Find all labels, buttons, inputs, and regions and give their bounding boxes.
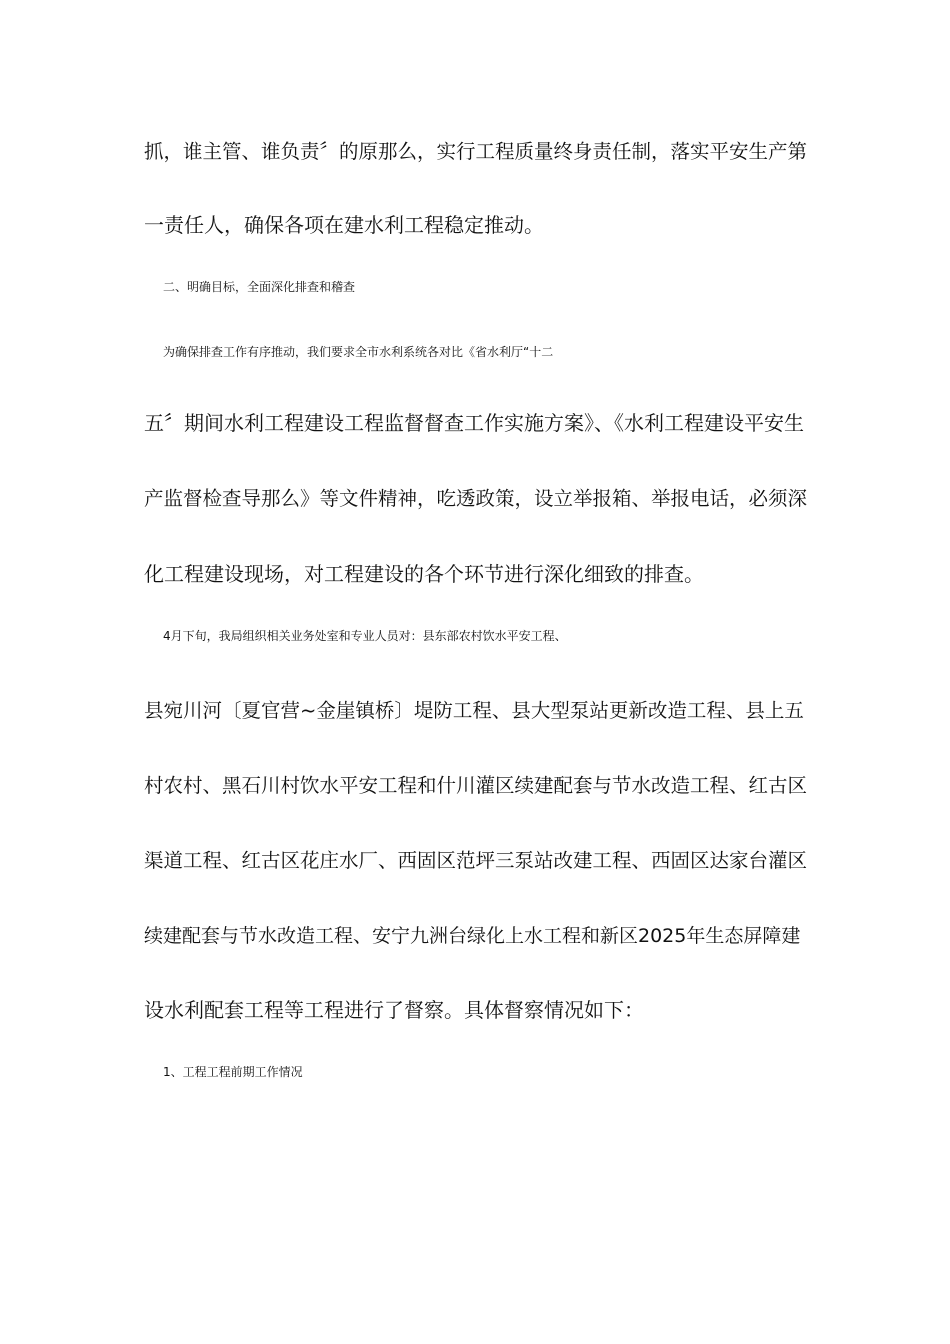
paragraph-line-12: 设水利配套工程等工程进行了督察。具体督察情况如下： [144,998,644,1022]
subsection-heading: 1、工程工程前期工作情况 [163,1065,303,1079]
section-heading: 二、明确目标，全面深化排查和稽查 [163,280,356,294]
paragraph-line-7: 4月下旬，我局组织相关业务处室和专业人员对：县东部农村饮水平安工程、 [163,629,567,643]
paragraph-line-5: 产监督检查导那么》等文件精神，吃透政策，设立举报箱、举报电话，必须深 [144,487,808,510]
paragraph-line-10: 渠道工程、红古区花庄水厂、西固区范坪三泵站改建工程、西固区达家台灌区 [144,849,808,872]
paragraph-line-4: 五〞期间水利工程建设工程监督督查工作实施方案》、《水利工程建设平安生 [144,411,804,435]
paragraph-line-6: 化工程建设现场，对工程建设的各个环节进行深化细致的排查。 [144,562,704,586]
paragraph-line-1: 抓，谁主管、谁负责〞的原那么，实行工程质量终身责任制，落实平安生产第 [144,140,808,163]
paragraph-line-8: 县宛川河〔夏官营~金崖镇桥〕堤防工程、县大型泵站更新改造工程、县上五 [144,699,804,722]
paragraph-line-2: 一责任人，确保各项在建水利工程稳定推动。 [144,213,544,237]
paragraph-line-11: 续建配套与节水改造工程、安宁九洲台绿化上水工程和新区2025年生态屏障建 [144,925,801,947]
paragraph-line-9: 村农村、黑石川村饮水平安工程和什川灌区续建配套与节水改造工程、红古区 [144,774,808,797]
paragraph-line-3: 为确保排查工作有序推动，我们要求全市水利系统各对比《省水利厅“十二 [163,345,554,359]
